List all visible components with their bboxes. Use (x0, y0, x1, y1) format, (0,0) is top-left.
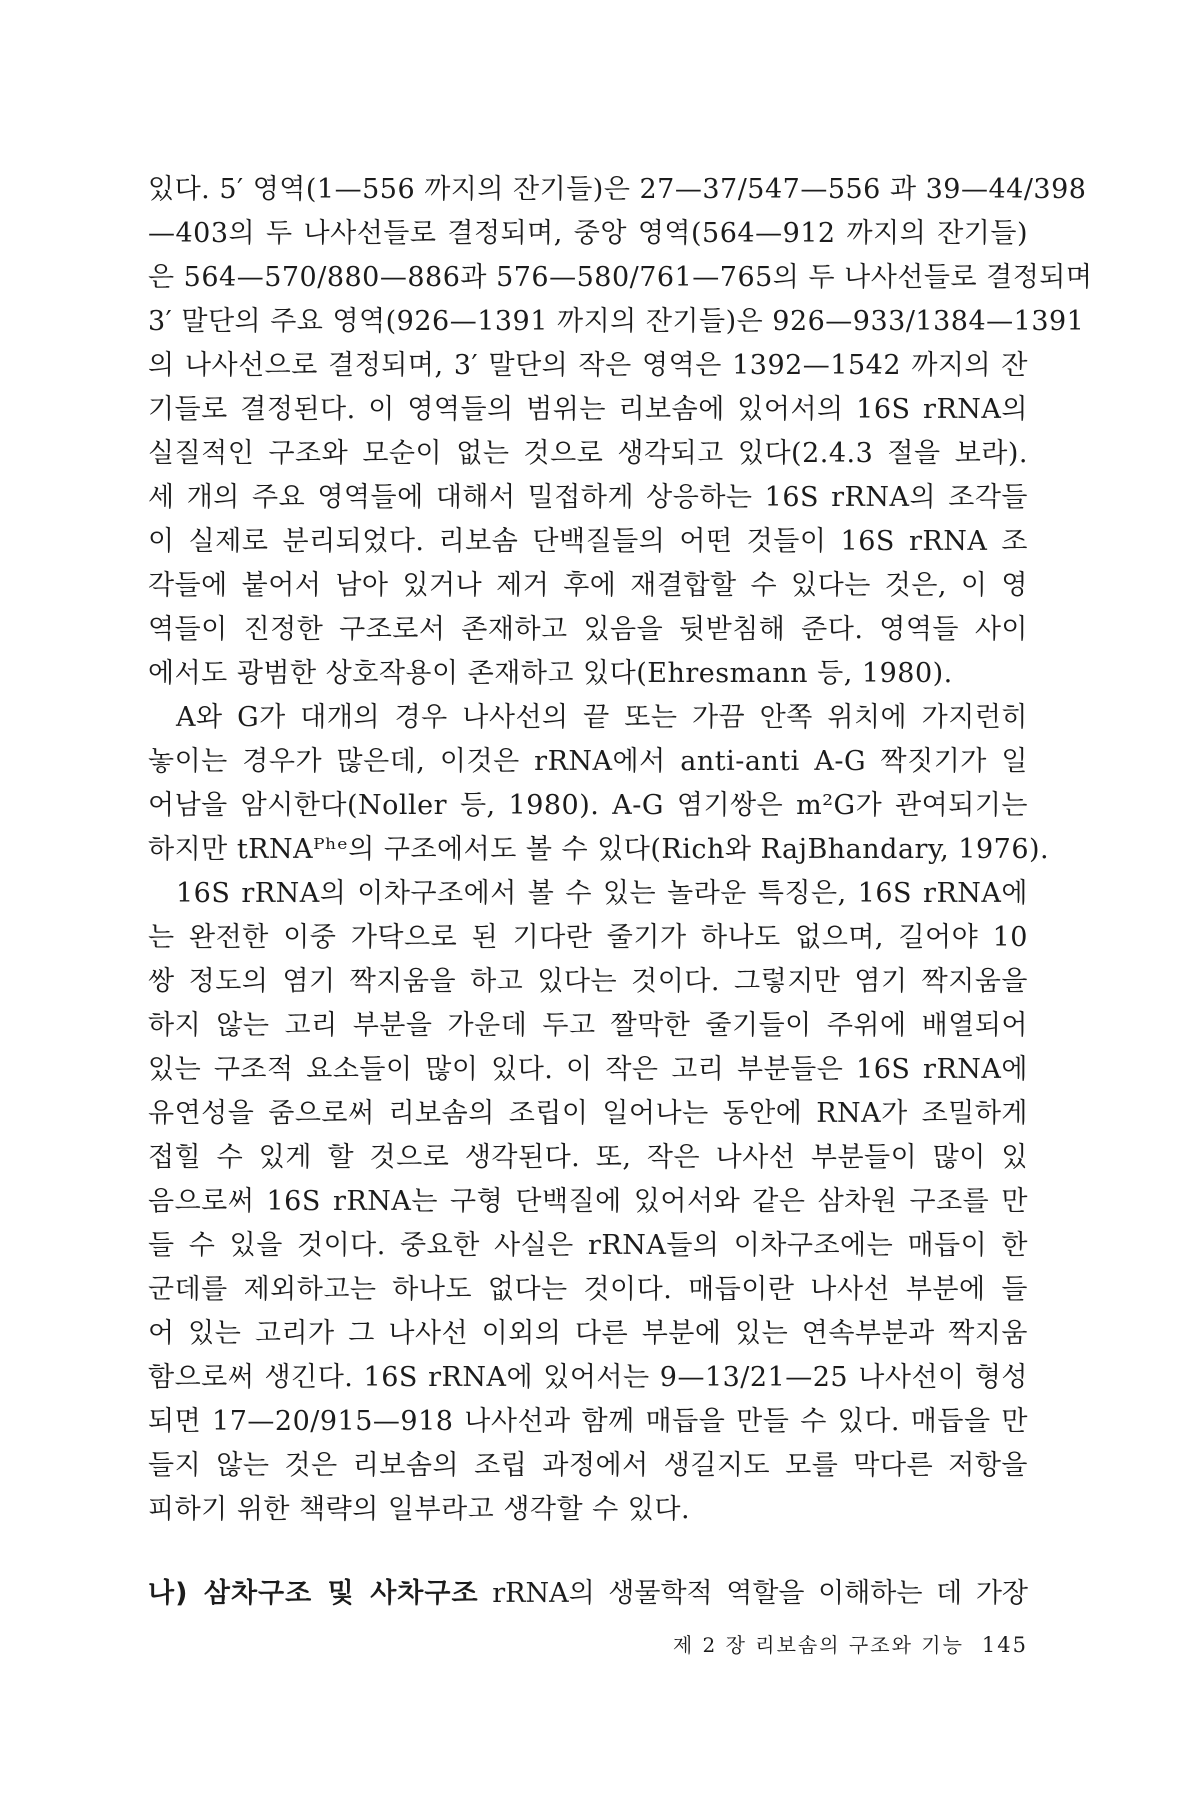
text-line: 함으로써 생긴다. 16S rRNA에 있어서는 9—13/21—25 나사선이 형성 (148, 1362, 1028, 1393)
section-heading (148, 1572, 1028, 1616)
text-line: 어남을 암시한다(Noller 등, 1980). A-G 염기쌍은 m²G가 관여되기는 (148, 790, 1028, 821)
text-line: 있는 구조적 요소들이 많이 있다. 이 작은 고리 부분들은 16S rRNA에 (148, 1054, 1028, 1085)
paragraph-end-line: 하지만 tRNAᴾʰᵉ의 구조에서도 볼 수 있다(Rich와 RajBhandary, 1976). (148, 834, 1050, 865)
section-heading-label: 나) 삼차구조 및 사차구조 (148, 1578, 479, 1609)
text-line: 있다. 5′ 영역(1—556 까지의 잔기들)은 27—37/547—556 과 39—44/398 (148, 174, 1087, 205)
text-line: 음으로써 16S rRNA는 구형 단백질에 있어서와 같은 삼차원 구조를 만 (148, 1186, 1028, 1217)
text-line: 들 수 있을 것이다. 중요한 사실은 rRNA들의 이차구조에는 매듭이 한 (148, 1230, 1028, 1261)
text-line: —403의 두 나사선들로 결정되며, 중앙 영역(564—912 까지의 잔기들) (148, 218, 1028, 249)
text-line: 역들이 진정한 구조로서 존재하고 있음을 뒷받침해 준다. 영역들 사이 (148, 614, 1028, 645)
text-line: 들지 않는 것은 리보솜의 조립 과정에서 생길지도 모를 막다른 저항을 (148, 1450, 1028, 1481)
paragraph-end-line: 에서도 광범한 상호작용이 존재하고 있다(Ehresmann 등, 1980). (148, 658, 953, 689)
text-line: 군데를 제외하고는 하나도 없다는 것이다. 매듭이란 나사선 부분에 들 (148, 1274, 1028, 1305)
text-line: 이 실제로 분리되었다. 리보솜 단백질들의 어떤 것들이 16S rRNA 조 (148, 526, 1028, 557)
page-number: 145 (981, 1633, 1028, 1657)
text-line: 유연성을 줌으로써 리보솜의 조립이 일어나는 동안에 RNA가 조밀하게 (148, 1098, 1028, 1129)
text-line: 의 나사선으로 결정되며, 3′ 말단의 작은 영역은 1392—1542 까지의 잔 (148, 350, 1028, 381)
text-line: 실질적인 구조와 모순이 없는 것으로 생각되고 있다(2.4.3 절을 보라). (148, 438, 1028, 469)
text-line: 기들로 결정된다. 이 영역들의 범위는 리보솜에 있어서의 16S rRNA의 (148, 394, 1028, 425)
text-line: 3′ 말단의 주요 영역(926—1391 까지의 잔기들)은 926—933/1384—1391 (148, 306, 1085, 337)
text-line: 쌍 정도의 염기 짝지움을 하고 있다는 것이다. 그렇지만 염기 짝지움을 (148, 966, 1028, 997)
text-line: 세 개의 주요 영역들에 대해서 밀접하게 상응하는 16S rRNA의 조각들 (148, 482, 1028, 513)
text-line: 하지 않는 고리 부분을 가운데 두고 짤막한 줄기들이 주위에 배열되어 (148, 1010, 1028, 1041)
paragraph-end-line: 피하기 위한 책략의 일부라고 생각할 수 있다. (148, 1494, 691, 1525)
paragraph-start-line: A와 G가 대개의 경우 나사선의 끝 또는 가끔 안쪽 위치에 가지런히 (176, 702, 1028, 733)
text-line: 어 있는 고리가 그 나사선 이외의 다른 부분에 있는 연속부분과 짝지움 (148, 1318, 1028, 1349)
text-line: 놓이는 경우가 많은데, 이것은 rRNA에서 anti-anti A-G 짝짓기가 일 (148, 746, 1028, 777)
text-line: 은 564—570/880—886과 576—580/761—765의 두 나사선들로 결정되며 (148, 262, 1093, 293)
page-body (148, 168, 1093, 1616)
section-heading-text: rRNA의 생물학적 역할을 이해하는 데 가장 (492, 1578, 1028, 1609)
page-footer (560, 1628, 1028, 1662)
paragraph-start-line: 16S rRNA의 이차구조에서 볼 수 있는 놀라운 특징은, 16S rRNA에 (176, 878, 1028, 909)
chapter-title: 제 2 장 리보솜의 구조와 기능 (672, 1633, 964, 1657)
text-line: 는 완전한 이중 가닥으로 된 기다란 줄기가 하나도 없으며, 길어야 10 (148, 922, 1028, 953)
text-line: 접힐 수 있게 할 것으로 생각된다. 또, 작은 나사선 부분들이 많이 있 (148, 1142, 1028, 1173)
text-line: 각들에 붙어서 남아 있거나 제거 후에 재결합할 수 있다는 것은, 이 영 (148, 570, 1028, 601)
text-line: 되면 17—20/915—918 나사선과 함께 매듭을 만들 수 있다. 매듭을 만 (148, 1406, 1028, 1437)
